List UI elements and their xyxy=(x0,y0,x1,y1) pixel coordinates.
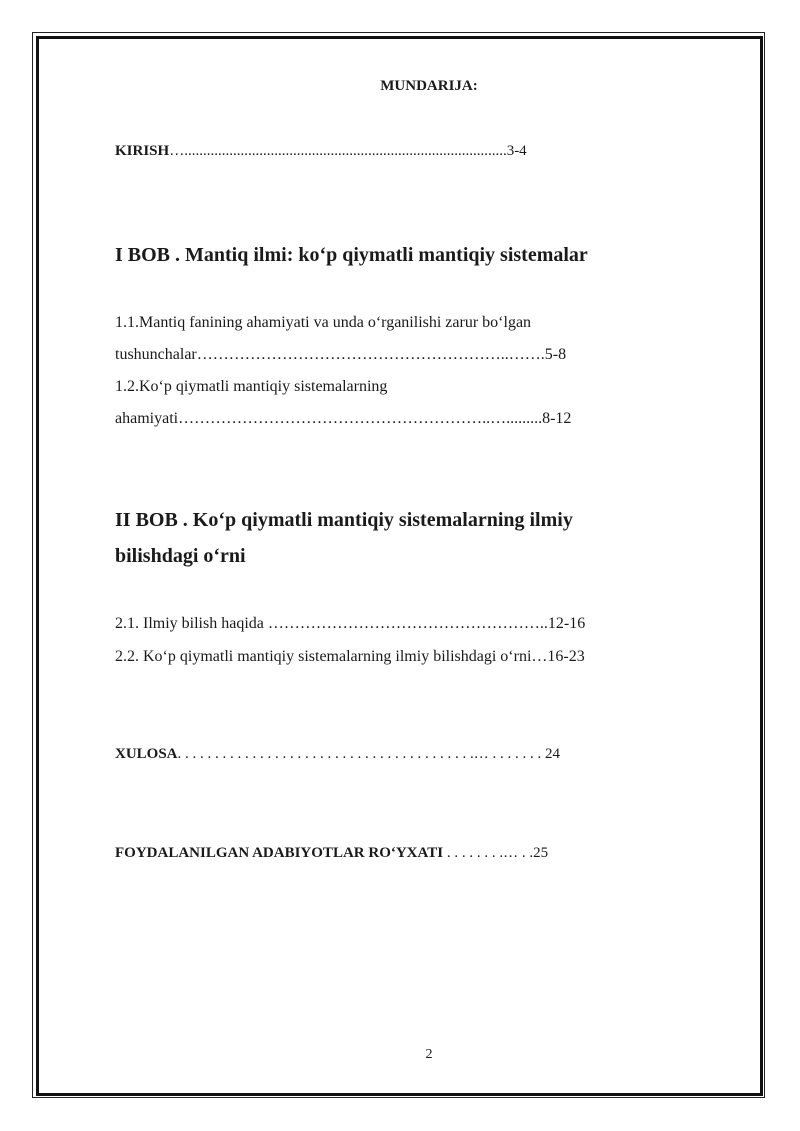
toc-entry-conclusion xyxy=(115,746,560,763)
conclusion-label: XULOSA xyxy=(115,746,178,762)
chapter-2-title-line1: II BOB . Ko‘p qiymatli mantiqiy sistemalarning ilmiy xyxy=(115,509,573,531)
toc-entry-1-1-line2: tushunchalar…………………………………………………..…….5-8 xyxy=(115,346,567,363)
conclusion-leader: . . . . . . . . . . . . . . . . . . . . . . . . . . . . . . . . . . . . . . . .… . . . . . . . xyxy=(177,746,546,762)
references-pages: 25 xyxy=(533,845,549,861)
intro-pages: 3-4 xyxy=(506,143,527,159)
references-leader: . . . . . . . .… . . xyxy=(443,845,534,861)
conclusion-pages: 24 xyxy=(545,746,561,762)
references-label: FOYDALANILGAN ADABIYOTLAR RO‘YXATI xyxy=(115,845,444,861)
intro-label: KIRISH xyxy=(115,143,170,159)
page-number: 2 xyxy=(425,1047,433,1062)
toc-entry-2-2: 2.2. Ko‘p qiymatli mantiqiy sistemalarning ilmiy bilishdagi o‘rni…16-23 xyxy=(115,648,585,665)
toc-entry-intro xyxy=(115,143,527,160)
chapter-1-title: I BOB . Mantiq ilmi: ko‘p qiymatli mantiqiy sistemalar xyxy=(115,244,588,266)
toc-entry-1-2-line1: 1.2.Ko‘p qiymatli mantiqiy sistemalarning xyxy=(115,378,388,395)
toc-entry-1-2-line2: ahamiyati…………………………………………………..….........8-12 xyxy=(115,410,572,427)
toc-entry-references xyxy=(115,845,548,862)
chapter-2-title-line2: bilishdagi o‘rni xyxy=(115,545,246,567)
toc-title: MUNDARIJA: xyxy=(380,78,478,94)
toc-entry-2-1: 2.1. Ilmiy bilish haqida ……………………………………………..12-16 xyxy=(115,615,586,632)
intro-leader: …...................................................................................... xyxy=(169,143,507,159)
toc-entry-1-1-line1: 1.1.Mantiq fanining ahamiyati va unda o‘rganilishi zarur bo‘lgan xyxy=(115,314,532,331)
